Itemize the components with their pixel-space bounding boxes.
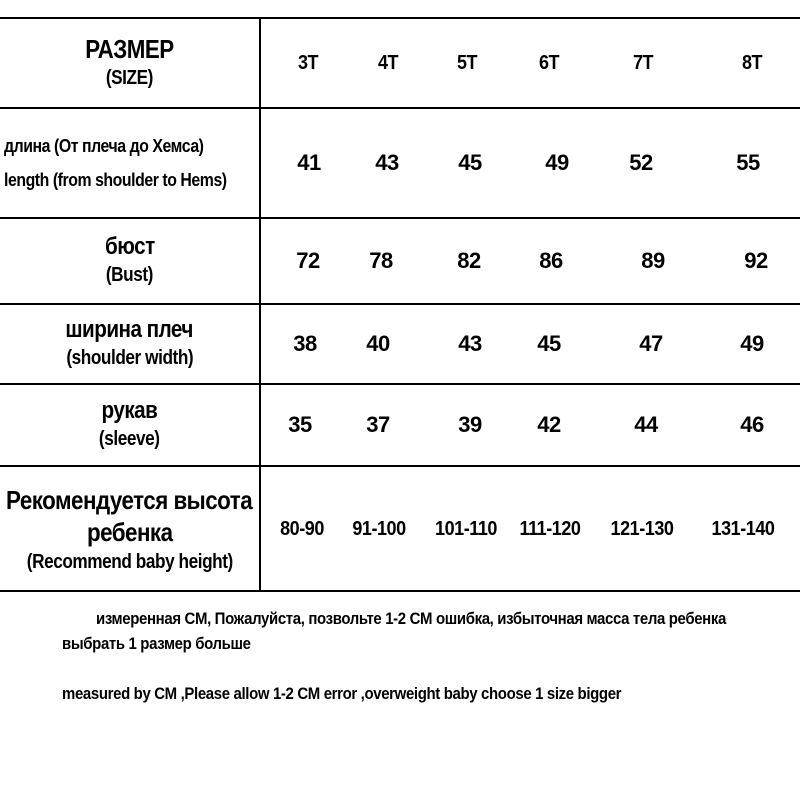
sleeve-6t: 42 bbox=[537, 412, 561, 437]
length-8t: 55 bbox=[736, 150, 760, 175]
length-5t: 45 bbox=[458, 150, 482, 175]
shoulder-label-ru: ширина плеч bbox=[65, 316, 194, 344]
length-label-en: length (from shoulder to Hems) bbox=[4, 170, 227, 190]
height-label-ru-line1: Рекомендуется высота bbox=[6, 484, 253, 515]
sleeve-label-ru: рукав bbox=[101, 397, 158, 425]
height-7t: 121-130 bbox=[610, 518, 674, 540]
bust-label-ru: бюст bbox=[104, 233, 155, 261]
table-row-shoulder-width bbox=[0, 305, 800, 385]
bust-3t: 72 bbox=[296, 248, 320, 273]
sleeve-5t: 39 bbox=[458, 412, 482, 437]
table-row-bust bbox=[0, 219, 800, 305]
shoulder-label-en: (shoulder width) bbox=[66, 346, 193, 369]
note-en: measured by CM ,Please allow 1-2 CM error ,overweight baby choose 1 size bigger bbox=[62, 684, 622, 703]
height-label-en: (Recommend baby height) bbox=[26, 550, 233, 573]
size-7t: 7T bbox=[632, 51, 654, 74]
height-5t: 101-110 bbox=[435, 518, 497, 540]
size-8t: 8T bbox=[741, 51, 763, 74]
size-header-cell bbox=[0, 19, 259, 107]
table-row-sleeve bbox=[0, 385, 800, 467]
size-chart-table bbox=[0, 17, 800, 592]
height-label-cell bbox=[0, 467, 259, 592]
shoulder-label-cell bbox=[0, 305, 259, 383]
sleeve-8t: 46 bbox=[740, 412, 764, 437]
sleeve-3t: 35 bbox=[288, 412, 312, 437]
size-4t: 4T bbox=[377, 51, 399, 74]
sleeve-7t: 44 bbox=[634, 412, 658, 437]
note-ru-line1: измеренная CM, Пожалуйста, позвольте 1-2 CM ошибка, избыточная масса тела ребенка bbox=[96, 609, 726, 628]
shoulder-6t: 45 bbox=[537, 331, 561, 356]
table-header-row bbox=[0, 19, 800, 109]
size-6t: 6T bbox=[538, 51, 560, 74]
shoulder-5t: 43 bbox=[458, 331, 482, 356]
bust-label-en: (Bust) bbox=[105, 263, 154, 286]
table-row-length bbox=[0, 109, 800, 219]
shoulder-4t: 40 bbox=[366, 331, 390, 356]
height-label-ru-line2: ребенка bbox=[86, 517, 173, 547]
length-label-ru: длина (От плеча до Хемса) bbox=[4, 135, 204, 156]
height-3t: 80-90 bbox=[280, 518, 324, 540]
size-header-en: (SIZE) bbox=[105, 67, 154, 90]
sleeve-4t: 37 bbox=[366, 412, 390, 437]
bust-6t: 86 bbox=[539, 248, 563, 273]
size-header-ru: РАЗМЕР bbox=[85, 33, 174, 64]
shoulder-7t: 47 bbox=[639, 331, 663, 356]
size-3t: 3T bbox=[297, 51, 319, 74]
size-5t: 5T bbox=[456, 51, 478, 74]
note-ru-line2: выбрать 1 размер больше bbox=[62, 634, 251, 653]
sleeve-label-en: (sleeve) bbox=[99, 427, 160, 450]
bust-5t: 82 bbox=[457, 248, 481, 273]
height-6t: 111-120 bbox=[519, 518, 581, 540]
bust-8t: 92 bbox=[744, 248, 768, 273]
shoulder-8t: 49 bbox=[740, 331, 764, 356]
length-4t: 43 bbox=[375, 150, 399, 175]
bust-7t: 89 bbox=[641, 248, 665, 273]
bust-4t: 78 bbox=[369, 248, 393, 273]
length-3t: 41 bbox=[297, 150, 321, 175]
bust-label-cell bbox=[0, 219, 259, 303]
length-label-cell bbox=[0, 109, 259, 217]
sleeve-label-cell bbox=[0, 385, 259, 465]
shoulder-3t: 38 bbox=[293, 331, 317, 356]
height-8t: 131-140 bbox=[711, 518, 775, 540]
table-row-recommended-height bbox=[0, 467, 800, 592]
length-7t: 52 bbox=[629, 150, 653, 175]
length-6t: 49 bbox=[545, 150, 569, 175]
height-4t: 91-100 bbox=[352, 518, 406, 540]
